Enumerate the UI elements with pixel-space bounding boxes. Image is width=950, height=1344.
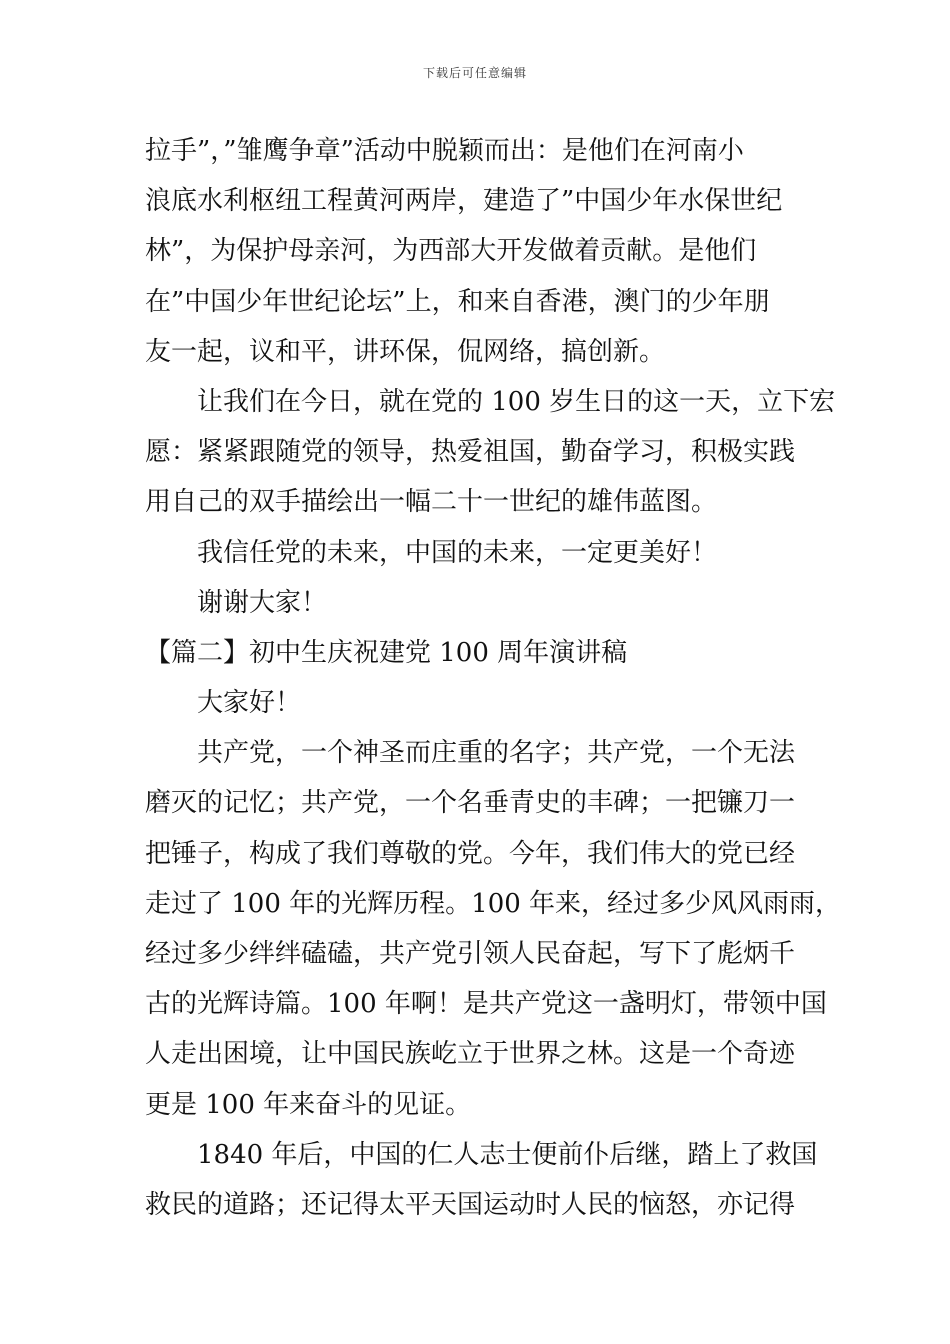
text-line: 用自己的双手描绘出一幅二十一世纪的雄伟蓝图。 <box>145 487 718 518</box>
text-line: 谢谢大家！ <box>197 587 328 618</box>
text-line: 在”中国少年世纪论坛”上，和来自香港，澳门的少年朋 <box>145 286 770 317</box>
text-line: 拉手”，”雏鹰争章”活动中脱颖而出：是他们在河南小 <box>145 136 744 166</box>
text-line: 大家好！ <box>197 688 302 719</box>
text-line: 林”，为保护母亲河，为西部大开发做着贡献。是他们 <box>145 236 757 267</box>
text-line: 更是 100 年来奋斗的见证。 <box>145 1089 472 1120</box>
text-line: 磨灭的记忆；共产党，一个名垂青史的丰碑；一把镰刀一 <box>145 788 796 819</box>
text-line: 浪底水利枢纽工程黄河两岸，建造了”中国少年水保世纪 <box>145 186 783 217</box>
text-line: 我信任党的未来，中国的未来，一定更美好！ <box>197 537 718 568</box>
page-header-note: 下载后可任意编辑 <box>422 66 527 80</box>
text-line: 【篇二】初中生庆祝建党 100 周年演讲稿 <box>145 637 628 668</box>
text-line: 救民的道路；还记得太平天国运动时人民的恼怒，亦记得 <box>145 1189 796 1220</box>
text-line: 愿：紧紧跟随党的领导，热爱祖国，勤奋学习，积极实践 <box>145 437 796 468</box>
text-line: 共产党，一个神圣而庄重的名字；共产党，一个无法 <box>197 738 796 769</box>
text-line: 人走出困境，让中国民族屹立于世界之林。这是一个奇迹 <box>145 1039 796 1070</box>
text-line: 把锤子，构成了我们尊敬的党。今年，我们伟大的党已经 <box>145 838 796 869</box>
document-body <box>145 126 842 1230</box>
text-line: 走过了 100 年的光辉历程。100 年来，经过多少风风雨雨， <box>145 888 842 919</box>
text-line: 经过多少绊绊磕磕，共产党引领人民奋起，写下了彪炳千 <box>145 939 796 969</box>
text-line: 让我们在今日，就在党的 100 岁生日的这一天，立下宏 <box>197 386 836 417</box>
text-line: 1840 年后，中国的仁人志士便前仆后继，踏上了救国 <box>197 1139 818 1170</box>
text-line: 友一起，议和平，讲环保，侃网络，搞创新。 <box>145 336 666 367</box>
text-line: 古的光辉诗篇。100 年啊！是共产党这一盏明灯，带领中国 <box>145 989 827 1020</box>
